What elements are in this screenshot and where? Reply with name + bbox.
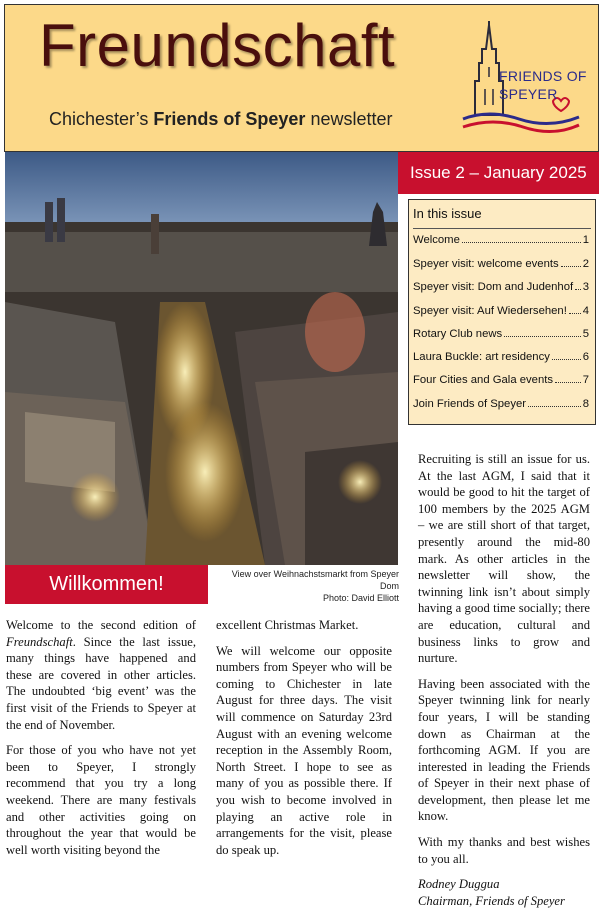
toc-item[interactable]: Laura Buckle: art residency 6 (413, 351, 589, 363)
masthead (4, 4, 599, 152)
toc-item[interactable]: Four Cities and Gala events 7 (413, 374, 589, 386)
toc-item[interactable]: Speyer visit: Auf Wiedersehen! 4 (413, 305, 589, 317)
article-column-2 (216, 617, 392, 867)
photo-caption: View over Weihnachstsmarkt from Speyer Dom Photo: David Elliott (231, 569, 399, 603)
paragraph: Welcome to the second edition of Freundschaft. Since the last issue, many things have happened and these are covered in other articles. The undoubted ‘big event’ was the first visit of the Friends to Speyer at the end of November. (6, 618, 196, 732)
paragraph: excellent Christmas Market. (216, 618, 359, 632)
toc-item[interactable]: Welcome 1 (413, 234, 589, 246)
paragraph: Having been associated with the Speyer twinning link for nearly four years, I will be standing down as Chairman at the forthcoming AGM. If you are interested in leading the Friends of Speyer in their next phase of development, then please let me know. (418, 676, 590, 824)
toc-item[interactable]: Speyer visit: welcome events 2 (413, 258, 589, 270)
table-of-contents (408, 199, 596, 425)
paragraph: We will welcome our opposite numbers from Speyer who will be coming to Chichester in late August for three days. The visit will commence on Saturday 23rd August with an evening welcome reception in the Assembly Room, North Street. I hope to see as many of you as possible there. If you wish to become involved in playing an active role in arrangements for the visit, please do speak up. (216, 643, 392, 857)
christmas-market-photo (5, 152, 398, 565)
signature-title: Chairman, Friends of Speyer (418, 893, 565, 908)
toc-title: In this issue (413, 206, 482, 221)
article-column-1 (6, 617, 196, 867)
signature-name: Rodney Duggua (418, 877, 500, 892)
paragraph: With my thanks and best wishes to you all. (418, 835, 590, 866)
issue-label: Issue 2 – January 2025 (398, 152, 599, 194)
paragraph: Recruiting is still an issue for us. At the last AGM, I said that it would be good to hit the target of 100 members by the 2025 AGM – we are still short of that target, presently around the mid-80 mark. As other articles in the newsletter will show, the twinning link isn’t about simply having a good time socially; there are education, cultural and business links to grow and nurture. (418, 452, 590, 666)
toc-divider (413, 228, 591, 229)
toc-item[interactable]: Speyer visit: Dom and Judenhof 3 (413, 281, 589, 293)
paragraph: For those of you who have not yet been to Speyer, I strongly recommend that you try a long weekend. There are many festivals and other activities going on throughout the year that would be well worth visiting beyond the (6, 743, 196, 857)
welcome-heading: Willkommen! (5, 565, 208, 604)
toc-item[interactable]: Join Friends of Speyer 8 (413, 398, 589, 410)
newsletter-subtitle: Chichester’s Friends of Speyer newsletter (49, 109, 393, 129)
toc-item[interactable]: Rotary Club news 5 (413, 328, 589, 340)
logo-text: FRIENDS OF SPEYER (499, 68, 587, 102)
article-column-3 (418, 451, 590, 909)
newsletter-title: Freundschaft (39, 12, 396, 79)
